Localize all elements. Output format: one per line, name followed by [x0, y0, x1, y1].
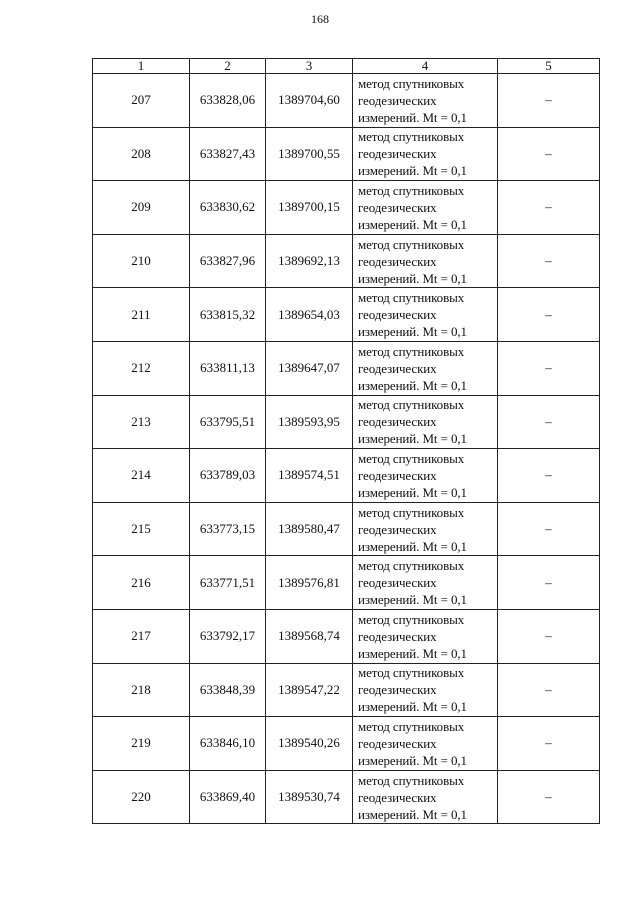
method-line: измерений. Mt = 0,1 [358, 645, 467, 661]
point-number-cell: 209 [93, 181, 190, 235]
method-line: геодезических [358, 146, 437, 162]
x-coordinate-cell: 633848,39 [190, 663, 266, 717]
point-number-cell: 207 [93, 74, 190, 128]
method-line: метод спутниковых [358, 611, 465, 627]
method-line: геодезических [358, 575, 437, 591]
y-coordinate-cell: 1389580,47 [266, 502, 353, 556]
note-cell: – [498, 502, 600, 556]
method-line: метод спутниковых [358, 182, 465, 198]
method-cell [353, 663, 498, 717]
point-number-cell: 210 [93, 234, 190, 288]
x-coordinate-cell: 633771,51 [190, 556, 266, 610]
method-cell [353, 341, 498, 395]
point-number-cell: 211 [93, 288, 190, 342]
method-cell [353, 770, 498, 824]
column-header: 3 [266, 59, 353, 74]
x-coordinate-cell: 633828,06 [190, 74, 266, 128]
note-cell: – [498, 181, 600, 235]
page-number: 168 [311, 12, 329, 26]
method-line: геодезических [358, 199, 437, 215]
table-row [93, 288, 600, 342]
method-cell [353, 556, 498, 610]
coordinates-table [92, 58, 600, 824]
method-line: измерений. Mt = 0,1 [358, 431, 467, 447]
method-line: геодезических [358, 414, 437, 430]
method-line: метод спутниковых [358, 129, 465, 145]
y-coordinate-cell: 1389568,74 [266, 609, 353, 663]
method-line: геодезических [358, 467, 437, 483]
x-coordinate-cell: 633789,03 [190, 449, 266, 503]
table-row [93, 502, 600, 556]
point-number-cell: 217 [93, 609, 190, 663]
note-cell: – [498, 127, 600, 181]
y-coordinate-cell: 1389692,13 [266, 234, 353, 288]
header-row [93, 59, 600, 74]
x-coordinate-cell: 633795,51 [190, 395, 266, 449]
method-line: метод спутниковых [358, 236, 465, 252]
method-line: метод спутниковых [358, 558, 465, 574]
y-coordinate-cell: 1389700,15 [266, 181, 353, 235]
method-cell [353, 234, 498, 288]
method-line: геодезических [358, 521, 437, 537]
x-coordinate-cell: 633811,13 [190, 341, 266, 395]
note-cell: – [498, 74, 600, 128]
method-line: измерений. Mt = 0,1 [358, 699, 467, 715]
method-line: измерений. Mt = 0,1 [358, 163, 467, 179]
method-line: измерений. Mt = 0,1 [358, 484, 467, 500]
method-cell [353, 502, 498, 556]
method-line: метод спутниковых [358, 504, 465, 520]
method-line: измерений. Mt = 0,1 [358, 752, 467, 768]
table-header [93, 59, 600, 74]
column-header: 1 [93, 59, 190, 74]
x-coordinate-cell: 633815,32 [190, 288, 266, 342]
point-number-cell: 214 [93, 449, 190, 503]
method-line: метод спутниковых [358, 290, 465, 306]
point-number-cell: 219 [93, 717, 190, 771]
x-coordinate-cell: 633827,96 [190, 234, 266, 288]
note-cell: – [498, 556, 600, 610]
table-row [93, 74, 600, 128]
method-line: измерений. Mt = 0,1 [358, 377, 467, 393]
column-header: 2 [190, 59, 266, 74]
note-cell: – [498, 234, 600, 288]
note-cell: – [498, 288, 600, 342]
y-coordinate-cell: 1389593,95 [266, 395, 353, 449]
method-line: геодезических [358, 682, 437, 698]
y-coordinate-cell: 1389700,55 [266, 127, 353, 181]
method-line: геодезических [358, 360, 437, 376]
column-header: 4 [353, 59, 498, 74]
method-cell [353, 717, 498, 771]
method-line: измерений. Mt = 0,1 [358, 109, 467, 125]
table-row [93, 234, 600, 288]
table-row [93, 127, 600, 181]
method-line: метод спутниковых [358, 343, 465, 359]
method-line: метод спутниковых [358, 772, 465, 788]
y-coordinate-cell: 1389576,81 [266, 556, 353, 610]
y-coordinate-cell: 1389704,60 [266, 74, 353, 128]
method-cell [353, 288, 498, 342]
method-line: измерений. Mt = 0,1 [358, 324, 467, 340]
y-coordinate-cell: 1389647,07 [266, 341, 353, 395]
table-row [93, 717, 600, 771]
method-line: метод спутниковых [358, 450, 465, 466]
method-line: метод спутниковых [358, 665, 465, 681]
note-cell: – [498, 341, 600, 395]
method-line: измерений. Mt = 0,1 [358, 270, 467, 286]
point-number-cell: 212 [93, 341, 190, 395]
method-line: геодезических [358, 253, 437, 269]
point-number-cell: 220 [93, 770, 190, 824]
method-cell [353, 74, 498, 128]
x-coordinate-cell: 633846,10 [190, 717, 266, 771]
point-number-cell: 216 [93, 556, 190, 610]
note-cell: – [498, 770, 600, 824]
table-row [93, 663, 600, 717]
table-row [93, 395, 600, 449]
method-cell [353, 127, 498, 181]
table-row [93, 770, 600, 824]
y-coordinate-cell: 1389654,03 [266, 288, 353, 342]
method-line: геодезических [358, 735, 437, 751]
x-coordinate-cell: 633827,43 [190, 127, 266, 181]
point-number-cell: 218 [93, 663, 190, 717]
method-line: метод спутниковых [358, 397, 465, 413]
table-row [93, 341, 600, 395]
method-cell [353, 609, 498, 663]
y-coordinate-cell: 1389530,74 [266, 770, 353, 824]
method-line: геодезических [358, 92, 437, 108]
method-cell [353, 449, 498, 503]
note-cell: – [498, 717, 600, 771]
method-line: геодезических [358, 628, 437, 644]
x-coordinate-cell: 633792,17 [190, 609, 266, 663]
method-line: геодезических [358, 789, 437, 805]
method-line: измерений. Mt = 0,1 [358, 806, 467, 822]
y-coordinate-cell: 1389547,22 [266, 663, 353, 717]
note-cell: – [498, 609, 600, 663]
y-coordinate-cell: 1389574,51 [266, 449, 353, 503]
note-cell: – [498, 449, 600, 503]
note-cell: – [498, 395, 600, 449]
x-coordinate-cell: 633830,62 [190, 181, 266, 235]
table-row [93, 449, 600, 503]
table-row [93, 556, 600, 610]
method-line: геодезических [358, 307, 437, 323]
table-row [93, 609, 600, 663]
method-cell [353, 395, 498, 449]
point-number-cell: 213 [93, 395, 190, 449]
method-line: метод спутниковых [358, 75, 465, 91]
point-number-cell: 215 [93, 502, 190, 556]
method-line: метод спутниковых [358, 718, 465, 734]
point-number-cell: 208 [93, 127, 190, 181]
x-coordinate-cell: 633773,15 [190, 502, 266, 556]
method-cell [353, 181, 498, 235]
table-row [93, 181, 600, 235]
y-coordinate-cell: 1389540,26 [266, 717, 353, 771]
x-coordinate-cell: 633869,40 [190, 770, 266, 824]
method-line: измерений. Mt = 0,1 [358, 538, 467, 554]
method-line: измерений. Mt = 0,1 [358, 216, 467, 232]
column-header: 5 [498, 59, 600, 74]
table-body [93, 74, 600, 824]
method-line: измерений. Mt = 0,1 [358, 592, 467, 608]
note-cell: – [498, 663, 600, 717]
